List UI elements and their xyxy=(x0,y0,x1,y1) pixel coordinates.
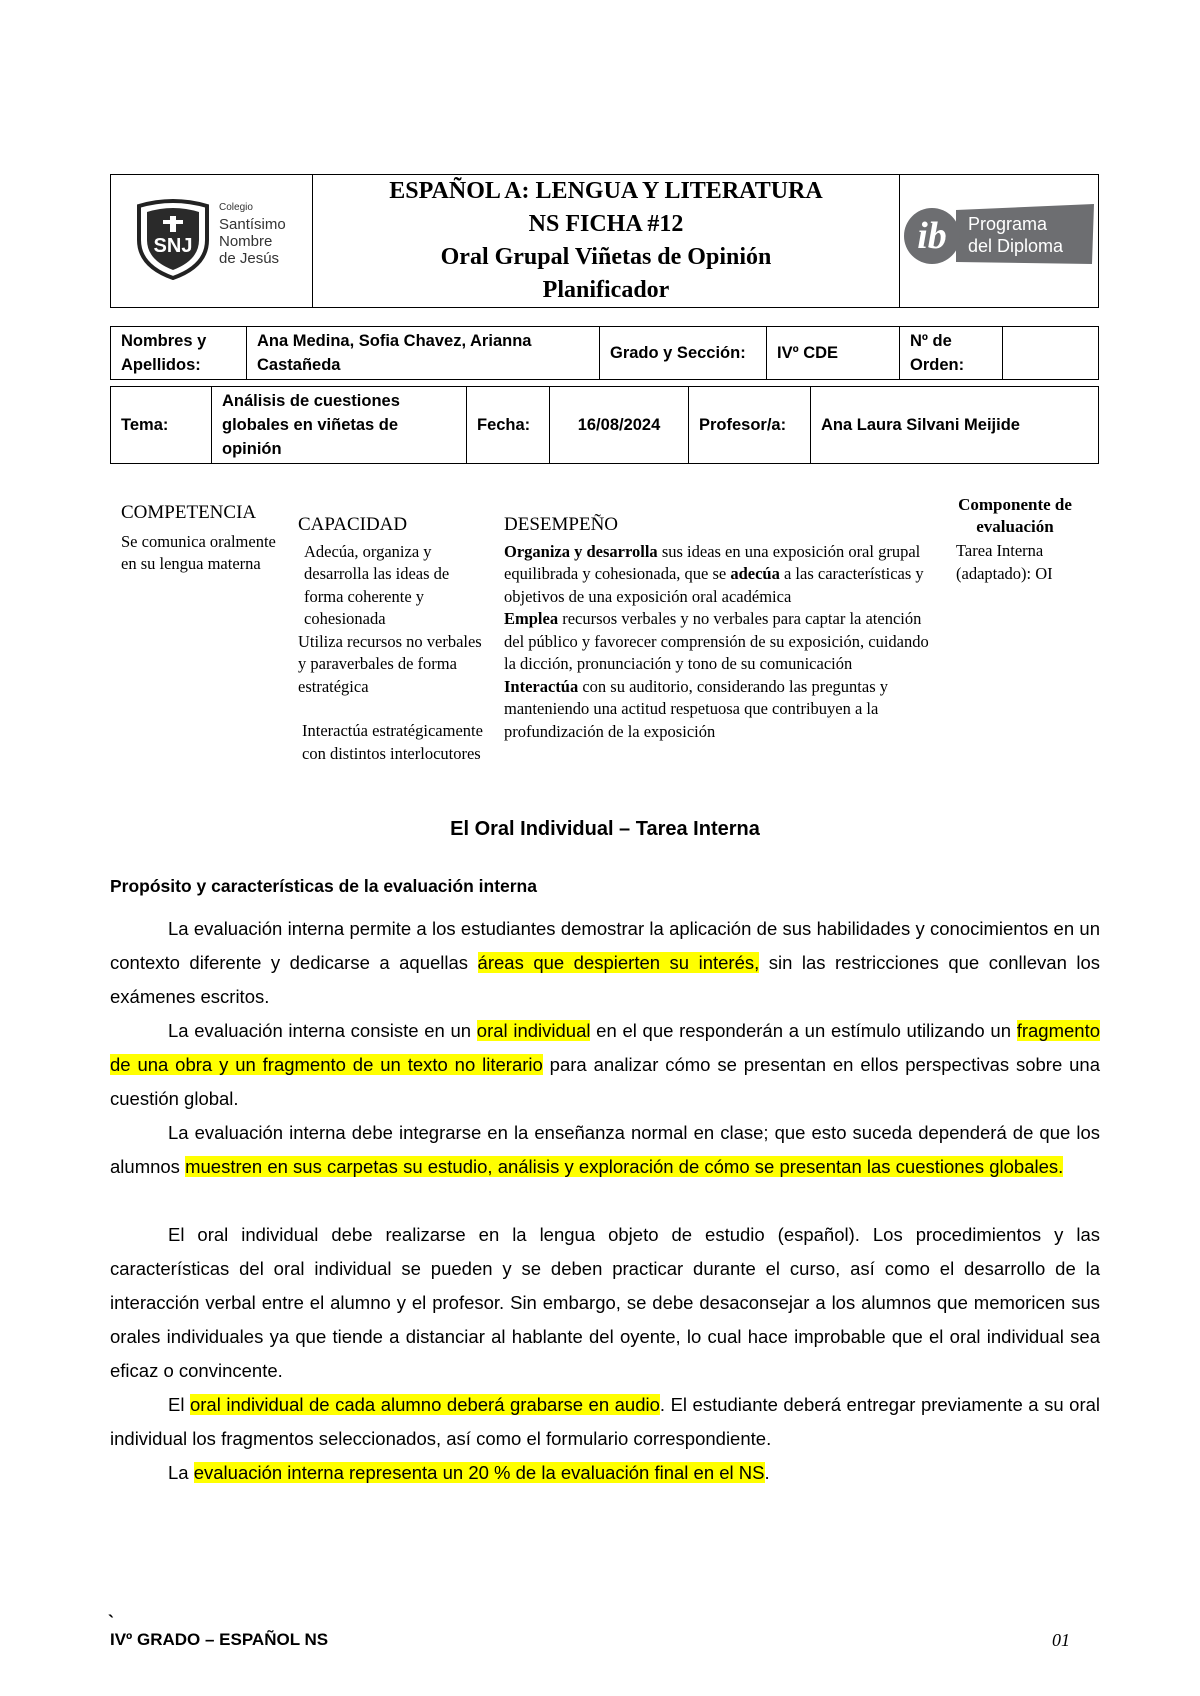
componente-text: Tarea Interna (adaptado): OI xyxy=(956,541,1053,583)
school-crest-icon xyxy=(133,198,213,280)
desempeno-item-2: Emplea recursos verbales y no verbales para captar la atención del público y favorecer comprensión de su exposición, cuidando la dicción, pronunciación y tono de su comunicación xyxy=(504,609,929,673)
desempeno-column xyxy=(504,514,932,743)
topic-value: Análisis de cuestiones globales en viñetas de opinión xyxy=(212,387,467,464)
competencia-text: Se comunica oralmente en su lengua materna xyxy=(121,531,276,573)
highlight: evaluación interna representa un 20 % de la evaluación final en el NS xyxy=(193,1462,765,1483)
order-value xyxy=(1003,327,1099,380)
capacidad-heading: CAPACIDAD xyxy=(298,514,408,535)
capacidad-item-3: Interactúa estratégicamente con distintos interlocutores xyxy=(302,721,483,763)
paragraph-6: La evaluación interna representa un 20 % de la evaluación final en el NS. xyxy=(168,1462,770,1483)
grade-label: Grado y Sección: xyxy=(600,327,767,380)
desempeno-heading: DESEMPEÑO xyxy=(504,514,619,535)
date-label: Fecha: xyxy=(467,387,550,464)
paragraph-2: La evaluación interna consiste en un oral individual en el que responderán a un estímulo utilizando un fragmento de una obra y un fragmento de un texto no literario para analizar cómo se presentan en ellos perspectivas sobre una cuestión global. xyxy=(110,1020,1100,1109)
page-number: 01 xyxy=(1052,1630,1070,1650)
footer-left: IVº GRADO – ESPAÑOL NS xyxy=(110,1630,329,1649)
school-name-line3: Nombre xyxy=(219,233,273,250)
ib-logo-cell xyxy=(900,175,1099,308)
svg-text:ib: ib xyxy=(917,215,947,257)
capacidad-item-1: Adecúa, organiza y desarrolla las ideas de forma coherente y cohesionada xyxy=(304,541,450,628)
svg-text:del Diploma: del Diploma xyxy=(968,236,1064,256)
title-line-4: Planificador xyxy=(542,277,670,303)
highlight: oral individual de cada alumno deberá grabarse en audio xyxy=(189,1394,660,1415)
capacidad-column xyxy=(298,514,488,765)
capacidad-item-2: Utiliza recursos no verbales y paraverbales de forma estratégica xyxy=(298,631,482,696)
document-title xyxy=(313,175,900,308)
school-name-line2: Santísimo xyxy=(219,216,286,233)
school-name-line1: Colegio xyxy=(219,202,253,213)
paragraph-1: La evaluación interna permite a los estudiantes demostrar la aplicación de sus habilidades y conocimientos en un contexto diferente y dedicarse a aquellas áreas que despierten su interés, sin las restricciones que conllevan los exámenes escritos. xyxy=(110,918,1101,1007)
topic-info-table xyxy=(110,386,1099,464)
highlight: muestren en sus carpetas su estudio, análisis y exploración de cómo se presentan las cuestiones globales. xyxy=(185,1156,1064,1177)
school-logo-cell xyxy=(111,175,313,308)
student-info-table xyxy=(110,326,1099,380)
teacher-label: Profesor/a: xyxy=(689,387,811,464)
desempeno-item-1: Organiza y desarrolla sus ideas en una exposición oral grupal equilibrada y cohesionada, que se adecúa a las características y objetivos de una exposición oral académica xyxy=(504,541,924,606)
title-line-2: NS FICHA #12 xyxy=(528,211,684,237)
topic-label: Tema: xyxy=(111,387,212,464)
highlight: oral individual xyxy=(476,1020,591,1041)
date-value: 16/08/2024 xyxy=(550,387,689,464)
names-label: Nombres y Apellidos: xyxy=(111,327,247,380)
title-line-1: ESPAÑOL A: LENGUA Y LITERATURA xyxy=(389,178,823,204)
desempeno-item-3: Interactúa con su auditorio, considerando las preguntas y manteniendo una actitud respetuosa que contribuyen a la profundización de la exposición xyxy=(504,676,888,741)
paragraph-3: La evaluación interna debe integrarse en la enseñanza normal en clase; que esto suceda dependerá de que los alumnos muestren en sus carpetas su estudio, análisis y exploración de cómo se presentan las cuestiones globales. xyxy=(110,1122,1100,1177)
paragraph-4: El oral individual debe realizarse en la lengua objeto de estudio (español). Los procedimientos y las características del oral individual se pueden y se deben practicar durante el curso, así como el desarrollo de la interacción verbal entre el alumno y el profesor. Sin embargo, se debe desaconsejar a los alumnos que memoricen sus orales individuales ya que tiende a distanciar al hablante del oyente, lo cual hace improbable que el oral individual sea eficaz o convincente. xyxy=(110,1224,1100,1381)
highlight: áreas que despierten su interés, xyxy=(477,952,760,973)
ib-logo-icon xyxy=(904,204,1094,268)
highlight: fragmento de una obra y un fragmento de un texto no literario xyxy=(110,1020,1100,1075)
competencia-heading: COMPETENCIA xyxy=(121,502,257,523)
footer-mark: ` xyxy=(108,1612,114,1632)
componente-heading: Componente de evaluación xyxy=(958,495,1072,536)
svg-text:SNJ: SNJ xyxy=(153,235,193,257)
header-box xyxy=(110,174,1099,308)
subsection-title: Propósito y características de la evaluación interna xyxy=(110,876,537,896)
competencia-column xyxy=(121,502,281,576)
componente-column xyxy=(956,494,1096,585)
teacher-value: Ana Laura Silvani Meijide xyxy=(811,387,1099,464)
names-value: Ana Medina, Sofia Chavez, Arianna Castañeda xyxy=(247,327,600,380)
title-line-3: Oral Grupal Viñetas de Opinión xyxy=(440,244,772,270)
grade-value: IVº CDE xyxy=(767,327,900,380)
section-title: El Oral Individual – Tarea Interna xyxy=(450,818,760,840)
school-name-line4: de Jesús xyxy=(219,250,280,267)
paragraph-5: El oral individual de cada alumno deberá grabarse en audio. El estudiante deberá entregar previamente a su oral individual los fragmentos seleccionados, así como el formulario correspondiente. xyxy=(110,1394,1101,1449)
svg-text:Programa: Programa xyxy=(968,214,1048,234)
order-label: Nº de Orden: xyxy=(900,327,1003,380)
